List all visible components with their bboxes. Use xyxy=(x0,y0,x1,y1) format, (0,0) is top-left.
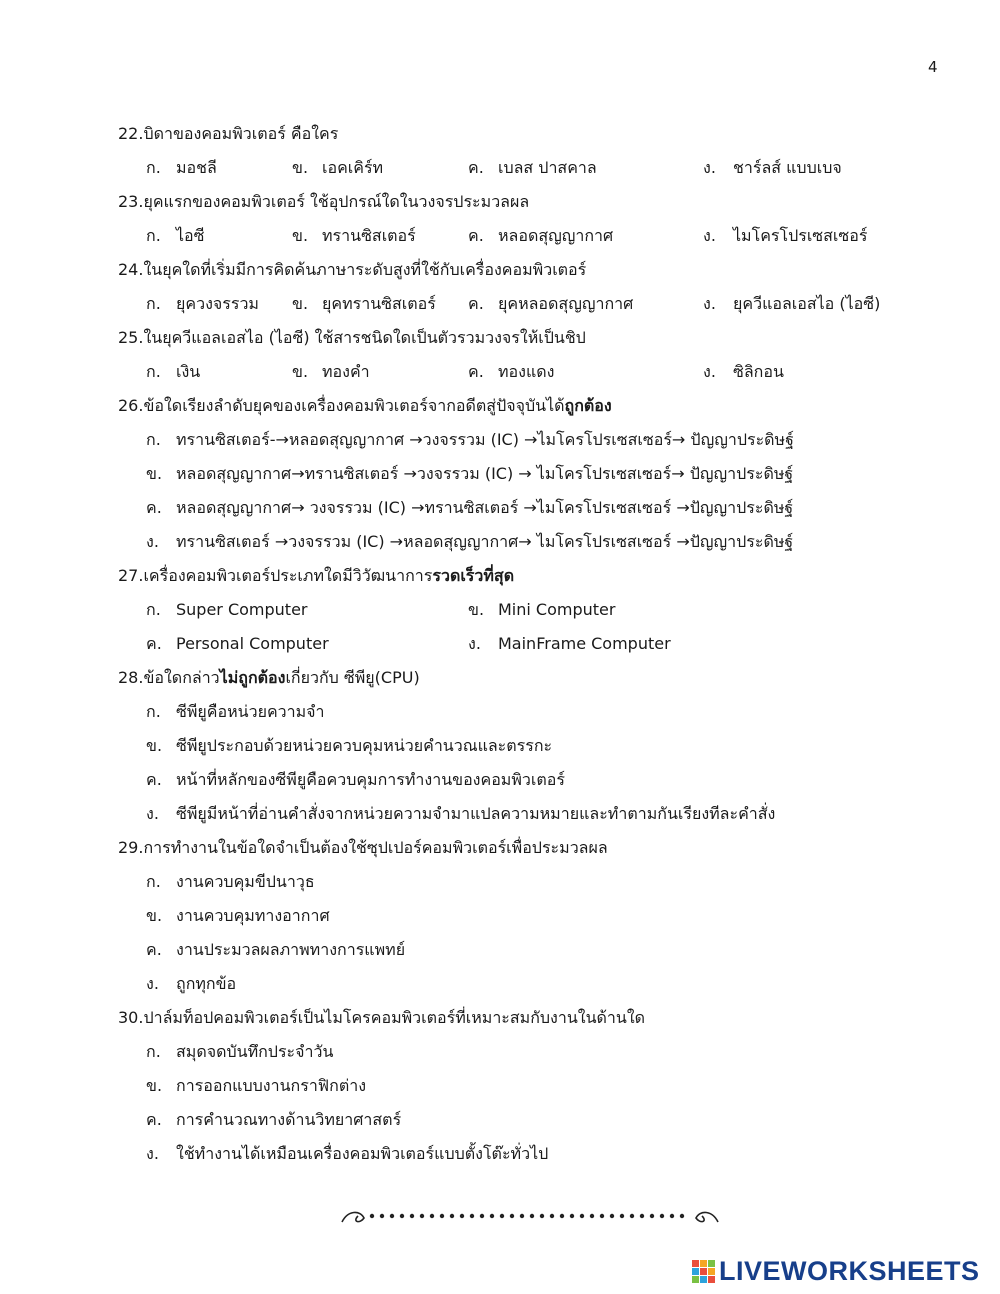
option-text: ทรานซิสเตอร์ →วงจรรวม (IC) →หลอดสุญญากาศ→ ไมโครโปรเซสเซอร์ →ปัญญาประดิษฐ์ xyxy=(176,532,794,551)
option-30-b[interactable] xyxy=(146,1074,366,1099)
question-27 xyxy=(118,564,514,589)
option-label: ข. xyxy=(146,906,163,925)
option-text: งานควบคุมทางอากาศ xyxy=(176,906,330,925)
option-label: ง. xyxy=(703,226,716,245)
option-label: ง. xyxy=(703,294,716,313)
option-24-c[interactable] xyxy=(468,292,633,317)
question-emphasis: ถูกต้อง xyxy=(564,396,612,415)
option-23-d[interactable] xyxy=(703,224,867,249)
option-28-d[interactable] xyxy=(146,802,775,827)
question-26 xyxy=(118,394,612,419)
option-text: หน้าที่หลักของซีพียูคือควบคุมการทำงานของคอมพิวเตอร์ xyxy=(176,770,565,789)
question-emphasis: ไม่ถูกต้อง xyxy=(219,668,286,687)
option-text: ใช้ทำงานได้เหมือนเครื่องคอมพิวเตอร์แบบตั้งโต๊ะทั่วไป xyxy=(176,1144,549,1163)
option-text: ไอซี xyxy=(176,226,205,245)
option-text: ถูกทุกข้อ xyxy=(176,974,237,993)
option-label: ก. xyxy=(146,600,161,619)
option-label: ง. xyxy=(468,634,481,653)
question-28 xyxy=(118,666,420,691)
option-28-b[interactable] xyxy=(146,734,552,759)
option-label: ง. xyxy=(146,1144,159,1163)
option-label: ก. xyxy=(146,158,161,177)
option-text: MainFrame Computer xyxy=(498,634,671,653)
option-28-a[interactable] xyxy=(146,700,325,725)
option-label: ค. xyxy=(468,294,484,313)
option-23-c[interactable] xyxy=(468,224,613,249)
option-23-b[interactable] xyxy=(292,224,416,249)
option-25-a[interactable] xyxy=(146,360,200,385)
option-text: ทองคำ xyxy=(322,362,370,381)
option-text: ทองแดง xyxy=(498,362,555,381)
option-label: ก. xyxy=(146,872,161,891)
option-label: ข. xyxy=(292,294,309,313)
option-label: ก. xyxy=(146,226,161,245)
option-27-b[interactable] xyxy=(468,598,615,623)
option-label: ข. xyxy=(146,1076,163,1095)
question-23: 23.ยุคแรกของคอมพิวเตอร์ ใช้อุปกรณ์ใดในวงจรประมวลผล xyxy=(118,192,530,211)
option-text: การออกแบบงานกราฟิกต่าง xyxy=(176,1076,366,1095)
option-text: สมุดจดบันทึกประจำวัน xyxy=(176,1042,334,1061)
option-26-c[interactable] xyxy=(146,496,793,521)
left-flourish xyxy=(342,1212,364,1222)
option-26-b[interactable] xyxy=(146,462,793,487)
option-29-c[interactable] xyxy=(146,938,405,963)
question-29: 29.การทำงานในข้อใดจำเป็นต้องใช้ซุปเปอร์คอมพิวเตอร์เพื่อประมวลผล xyxy=(118,838,608,857)
option-label: ง. xyxy=(703,158,716,177)
option-label: ข. xyxy=(292,362,309,381)
question-24: 24.ในยุคใดที่เริ่มมีการคิดค้นภาษาระดับสูงที่ใช้กับเครื่องคอมพิวเตอร์ xyxy=(118,260,587,279)
option-text: ทรานซิสเตอร์-→หลอดสุญญากาศ →วงจรรวม (IC) →ไมโครโปรเซสเซอร์→ ปัญญาประดิษฐ์ xyxy=(176,430,794,449)
option-label: ค. xyxy=(146,770,162,789)
dotted-line xyxy=(370,1214,684,1218)
option-label: ค. xyxy=(146,940,162,959)
question-22: 22.บิดาของคอมพิวเตอร์ คือใคร xyxy=(118,124,339,143)
option-28-c[interactable] xyxy=(146,768,565,793)
liveworksheets-logo[interactable] xyxy=(692,1256,980,1286)
option-label: ง. xyxy=(146,804,159,823)
option-text: งานควบคุมขีปนาวุธ xyxy=(176,872,315,891)
option-text: ยุคทรานซิสเตอร์ xyxy=(322,294,436,313)
option-text: มอชลี xyxy=(176,158,217,177)
option-label: ง. xyxy=(146,974,159,993)
option-23-a[interactable] xyxy=(146,224,205,249)
option-22-b[interactable] xyxy=(292,156,383,181)
option-29-b[interactable] xyxy=(146,904,330,929)
option-30-c[interactable] xyxy=(146,1108,401,1133)
page-number: 4 xyxy=(928,58,938,76)
option-22-a[interactable] xyxy=(146,156,217,181)
option-text: ยุควงจรรวม xyxy=(176,294,259,313)
option-label: ข. xyxy=(146,736,163,755)
option-22-c[interactable] xyxy=(468,156,597,181)
option-30-a[interactable] xyxy=(146,1040,333,1065)
option-label: ค. xyxy=(468,158,484,177)
option-label: ก. xyxy=(146,430,161,449)
option-text: ยุคหลอดสุญญากาศ xyxy=(498,294,634,313)
option-25-d[interactable] xyxy=(703,360,784,385)
question-text: 27.เครื่องคอมพิวเตอร์ประเภทใดมีวิวัฒนาการ xyxy=(118,566,433,585)
option-label: ข. xyxy=(292,226,309,245)
option-29-a[interactable] xyxy=(146,870,315,895)
option-label: ค. xyxy=(468,362,484,381)
option-label: ข. xyxy=(292,158,309,177)
option-text: เอคเคิร์ท xyxy=(322,158,384,177)
option-label: ข. xyxy=(146,464,163,483)
option-29-d[interactable] xyxy=(146,972,236,997)
option-text: ยุควีแอลเอสไอ (ไอซี) xyxy=(733,294,881,313)
option-text: Super Computer xyxy=(176,600,308,619)
option-27-a[interactable] xyxy=(146,598,308,623)
option-label: ค. xyxy=(146,498,162,517)
option-label: ข. xyxy=(468,600,485,619)
option-text: ซีพียูประกอบด้วยหน่วยควบคุมหน่วยคำนวณและตรรกะ xyxy=(176,736,553,755)
option-label: ง. xyxy=(146,532,159,551)
option-text: เงิน xyxy=(176,362,201,381)
option-text: หลอดสุญญากาศ→ทรานซิสเตอร์ →วงจรรวม (IC) → ไมโครโปรเซสเซอร์→ ปัญญาประดิษฐ์ xyxy=(176,464,794,483)
option-text: ซีพียูคือหน่วยความจำ xyxy=(176,702,325,721)
option-label: ง. xyxy=(703,362,716,381)
option-text: การคำนวณทางด้านวิทยาศาสตร์ xyxy=(176,1110,402,1129)
option-text: ไมโครโปรเซสเซอร์ xyxy=(733,226,868,245)
option-25-c[interactable] xyxy=(468,360,554,385)
option-label: ค. xyxy=(468,226,484,245)
option-24-b[interactable] xyxy=(292,292,436,317)
ornament-divider xyxy=(340,1204,720,1228)
option-label: ก. xyxy=(146,1042,161,1061)
option-26-d[interactable] xyxy=(146,530,793,555)
question-text: 28.ข้อใดกล่าว xyxy=(118,668,220,687)
option-24-d[interactable] xyxy=(703,292,880,317)
option-text: เบลส ปาสคาล xyxy=(498,158,597,177)
option-text: Personal Computer xyxy=(176,634,329,653)
option-label: ก. xyxy=(146,362,161,381)
option-label: ก. xyxy=(146,294,161,313)
question-25: 25.ในยุควีแอลเอสไอ (ไอซี) ใช้สารชนิดใดเป็นตัวรวมวงจรให้เป็นชิป xyxy=(118,328,586,347)
logo-grid-icon xyxy=(692,1260,715,1283)
option-text: หลอดสุญญากาศ→ วงจรรวม (IC) →ทรานซิสเตอร์ →ไมโครโปรเซสเซอร์ →ปัญญาประดิษฐ์ xyxy=(176,498,794,517)
right-flourish xyxy=(696,1212,718,1222)
question-text-end: เกี่ยวกับ ซีพียู(CPU) xyxy=(285,668,420,687)
option-text: งานประมวลผลภาพทางการแพทย์ xyxy=(176,940,406,959)
option-text: หลอดสุญญากาศ xyxy=(498,226,614,245)
option-text: ซิลิกอน xyxy=(733,362,784,381)
option-25-b[interactable] xyxy=(292,360,370,385)
question-text: 26.ข้อใดเรียงลำดับยุคของเครื่องคอมพิวเตอร์จากอดีตสู่ปัจจุบันได้ xyxy=(118,396,565,415)
option-24-a[interactable] xyxy=(146,292,259,317)
option-27-d[interactable] xyxy=(468,632,671,657)
option-label: ค. xyxy=(146,634,162,653)
option-text: ซีพียูมีหน้าที่อ่านคำสั่งจากหน่วยความจำมาแปลความหมายและทำตามกันเรียงทีละคำสั่ง xyxy=(176,804,776,823)
question-30: 30.ปาล์มท็อปคอมพิวเตอร์เป็นไมโครคอมพิวเตอร์ที่เหมาะสมกับงานในด้านใด xyxy=(118,1008,646,1027)
option-label: ก. xyxy=(146,702,161,721)
question-emphasis: รวดเร็วที่สุด xyxy=(432,566,515,585)
option-text: ชาร์ลส์ แบบเบจ xyxy=(733,158,842,177)
option-26-a[interactable] xyxy=(146,428,794,453)
option-text: Mini Computer xyxy=(498,600,616,619)
option-30-d[interactable] xyxy=(146,1142,548,1167)
option-text: ทรานซิสเตอร์ xyxy=(322,226,416,245)
logo-text: LIVEWORKSHEETS xyxy=(719,1255,980,1286)
option-label: ค. xyxy=(146,1110,162,1129)
option-27-c[interactable] xyxy=(146,632,329,657)
option-22-d[interactable] xyxy=(703,156,842,181)
